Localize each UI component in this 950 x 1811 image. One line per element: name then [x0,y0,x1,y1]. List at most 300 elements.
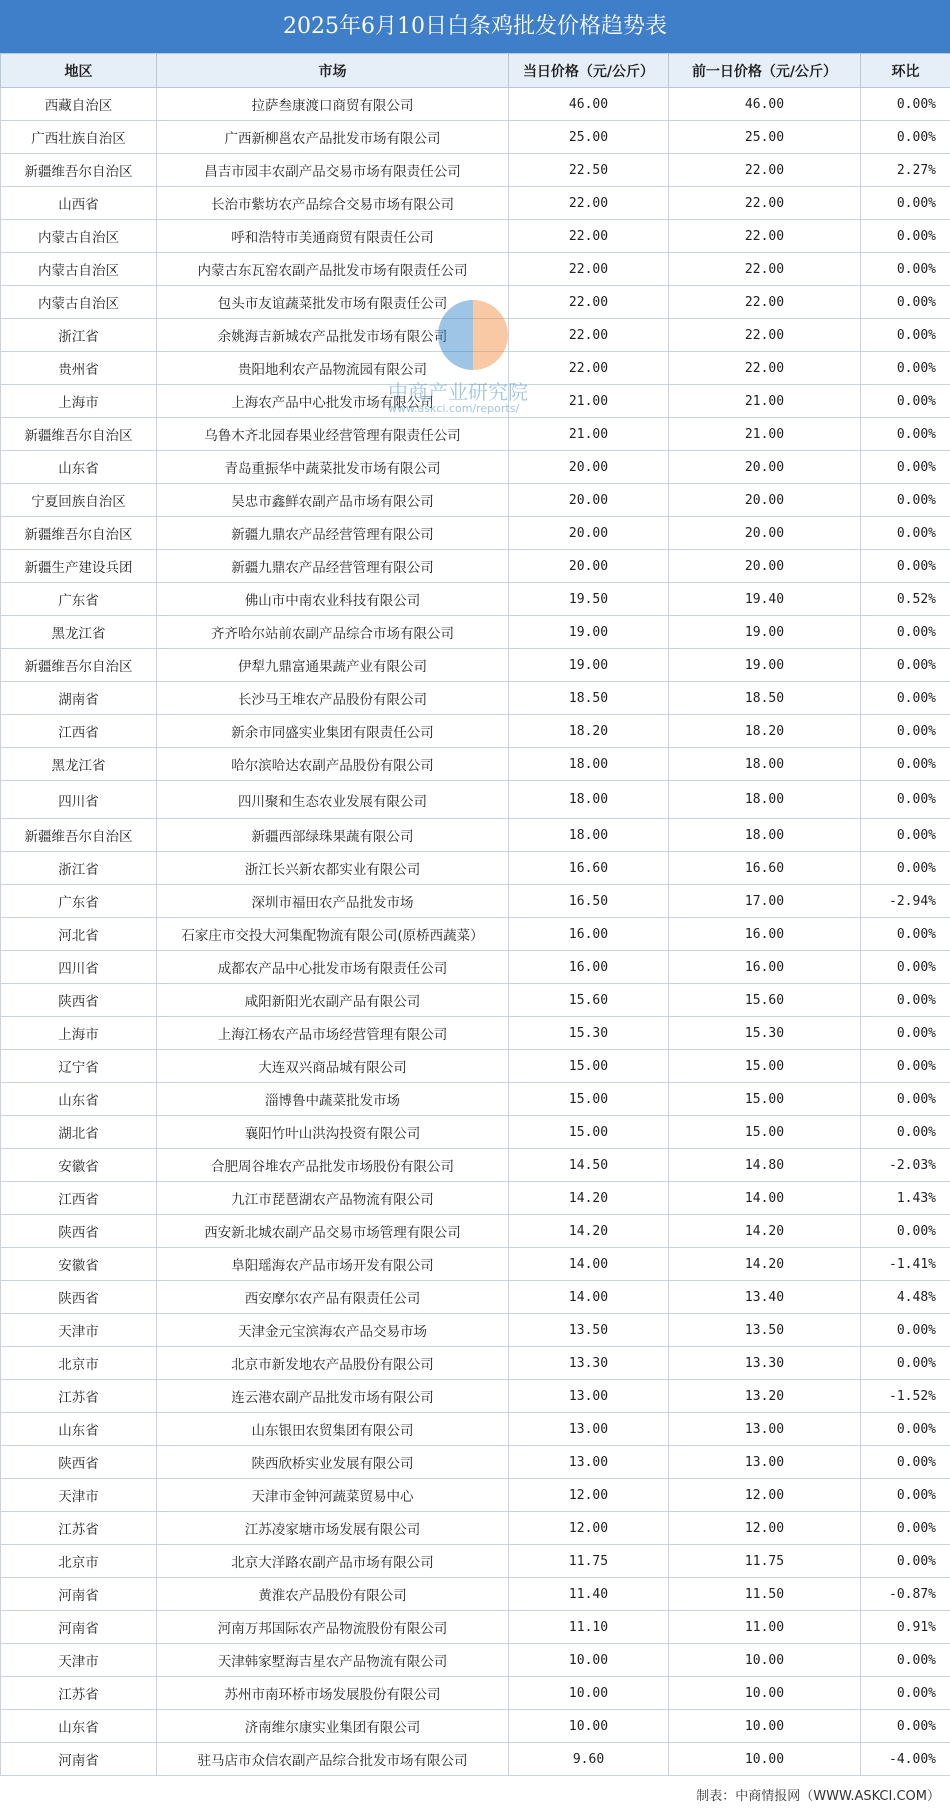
previous-price-cell: 10.00 [669,1710,861,1743]
market-cell: 伊犁九鼎富通果蔬产业有限公司 [157,649,509,682]
table-row [1,1413,950,1446]
today-price-cell: 22.00 [509,187,669,220]
today-price-cell: 13.30 [509,1347,669,1380]
previous-price-cell: 21.00 [669,385,861,418]
change-cell: 0.00% [861,385,950,418]
market-cell: 昌吉市园丰农副产品交易市场有限责任公司 [157,154,509,187]
table-row [1,1677,950,1710]
change-cell: 0.00% [861,918,950,951]
change-cell: 0.00% [861,88,950,121]
table-row [1,253,950,286]
change-cell: 0.00% [861,1710,950,1743]
table-row [1,352,950,385]
table-body [1,88,950,1776]
table-row [1,984,950,1017]
region-cell: 内蒙古自治区 [1,220,157,253]
table-row [1,1149,950,1182]
column-header-market: 市场 [157,54,509,88]
market-cell: 吴忠市鑫鲜农副产品市场有限公司 [157,484,509,517]
today-price-cell: 16.60 [509,852,669,885]
table-row [1,187,950,220]
region-cell: 四川省 [1,781,157,819]
change-cell: 0.00% [861,1479,950,1512]
today-price-cell: 18.00 [509,748,669,781]
region-cell: 陕西省 [1,984,157,1017]
change-cell: 0.00% [861,1083,950,1116]
table-row [1,918,950,951]
previous-price-cell: 15.00 [669,1083,861,1116]
previous-price-cell: 14.80 [669,1149,861,1182]
today-price-cell: 10.00 [509,1710,669,1743]
previous-price-cell: 18.20 [669,715,861,748]
change-cell: -1.52% [861,1380,950,1413]
change-cell: 0.00% [861,1347,950,1380]
change-cell: 0.00% [861,1545,950,1578]
market-cell: 内蒙古东瓦窑农副产品批发市场有限责任公司 [157,253,509,286]
change-cell: 0.00% [861,1050,950,1083]
table-row [1,1215,950,1248]
today-price-cell: 20.00 [509,517,669,550]
region-cell: 山东省 [1,451,157,484]
previous-price-cell: 22.00 [669,286,861,319]
region-cell: 新疆维吾尔自治区 [1,517,157,550]
today-price-cell: 14.20 [509,1215,669,1248]
market-cell: 大连双兴商品城有限公司 [157,1050,509,1083]
table-row [1,550,950,583]
region-cell: 江西省 [1,1182,157,1215]
region-cell: 黑龙江省 [1,748,157,781]
today-price-cell: 22.50 [509,154,669,187]
table-row [1,649,950,682]
previous-price-cell: 13.20 [669,1380,861,1413]
region-cell: 内蒙古自治区 [1,253,157,286]
today-price-cell: 15.30 [509,1017,669,1050]
region-cell: 河南省 [1,1578,157,1611]
today-price-cell: 20.00 [509,451,669,484]
change-cell: 0.00% [861,1644,950,1677]
region-cell: 安徽省 [1,1149,157,1182]
previous-price-cell: 18.00 [669,819,861,852]
region-cell: 上海市 [1,385,157,418]
table-row [1,1578,950,1611]
table-row [1,583,950,616]
market-cell: 咸阳新阳光农副产品有限公司 [157,984,509,1017]
table-row [1,748,950,781]
today-price-cell: 22.00 [509,253,669,286]
table-row [1,781,950,819]
previous-price-cell: 13.00 [669,1413,861,1446]
table-row [1,616,950,649]
previous-price-cell: 16.60 [669,852,861,885]
market-cell: 北京市新发地农产品股份有限公司 [157,1347,509,1380]
market-cell: 拉萨叁康渡口商贸有限公司 [157,88,509,121]
market-cell: 佛山市中南农业科技有限公司 [157,583,509,616]
change-cell: 0.00% [861,682,950,715]
region-cell: 广西壮族自治区 [1,121,157,154]
region-cell: 北京市 [1,1347,157,1380]
previous-price-cell: 12.00 [669,1479,861,1512]
market-cell: 阜阳瑶海农产品市场开发有限公司 [157,1248,509,1281]
region-cell: 江西省 [1,715,157,748]
market-cell: 成都农产品中心批发市场有限责任公司 [157,951,509,984]
change-cell: 0.52% [861,583,950,616]
today-price-cell: 15.00 [509,1116,669,1149]
market-cell: 天津金元宝滨海农产品交易市场 [157,1314,509,1347]
region-cell: 新疆生产建设兵团 [1,550,157,583]
market-cell: 深圳市福田农产品批发市场 [157,885,509,918]
region-cell: 北京市 [1,1545,157,1578]
today-price-cell: 18.00 [509,819,669,852]
change-cell: 0.00% [861,951,950,984]
previous-price-cell: 15.00 [669,1050,861,1083]
column-header-change: 环比 [861,54,950,88]
today-price-cell: 11.10 [509,1611,669,1644]
watermark-name: 中商产业研究院 [388,380,528,404]
previous-price-cell: 22.00 [669,187,861,220]
region-cell: 山东省 [1,1083,157,1116]
change-cell: 0.00% [861,984,950,1017]
table-row [1,1347,950,1380]
previous-price-cell: 20.00 [669,550,861,583]
market-cell: 新疆九鼎农产品经营管理有限公司 [157,550,509,583]
region-cell: 陕西省 [1,1281,157,1314]
footer [0,1776,950,1811]
today-price-cell: 20.00 [509,550,669,583]
market-cell: 广西新柳邕农产品批发市场有限公司 [157,121,509,154]
today-price-cell: 13.00 [509,1380,669,1413]
table-row [1,1017,950,1050]
previous-price-cell: 17.00 [669,885,861,918]
change-cell: 0.00% [861,319,950,352]
region-cell: 新疆维吾尔自治区 [1,649,157,682]
change-cell: 0.00% [861,1413,950,1446]
region-cell: 陕西省 [1,1215,157,1248]
market-cell: 淄博鲁中蔬菜批发市场 [157,1083,509,1116]
previous-price-cell: 22.00 [669,352,861,385]
change-cell: 0.00% [861,451,950,484]
table-title: 2025年6月10日白条鸡批发价格趋势表 [0,0,950,53]
market-cell: 连云港农副产品批发市场有限公司 [157,1380,509,1413]
today-price-cell: 46.00 [509,88,669,121]
change-cell: 1.43% [861,1182,950,1215]
today-price-cell: 15.60 [509,984,669,1017]
change-cell: 0.00% [861,286,950,319]
region-cell: 山西省 [1,187,157,220]
previous-price-cell: 22.00 [669,319,861,352]
change-cell: 0.00% [861,121,950,154]
change-cell: 0.00% [861,187,950,220]
price-table [0,53,950,1776]
today-price-cell: 18.50 [509,682,669,715]
market-cell: 四川聚和生态农业发展有限公司 [157,781,509,819]
region-cell: 河南省 [1,1611,157,1644]
today-price-cell: 22.00 [509,286,669,319]
change-cell: 0.00% [861,1017,950,1050]
today-price-cell: 14.20 [509,1182,669,1215]
table-row [1,1611,950,1644]
region-cell: 四川省 [1,951,157,984]
region-cell: 广东省 [1,583,157,616]
region-cell: 安徽省 [1,1248,157,1281]
column-header-region: 地区 [1,54,157,88]
today-price-cell: 13.00 [509,1446,669,1479]
region-cell: 湖北省 [1,1116,157,1149]
region-cell: 内蒙古自治区 [1,286,157,319]
previous-price-cell: 12.00 [669,1512,861,1545]
today-price-cell: 18.20 [509,715,669,748]
change-cell: 0.00% [861,220,950,253]
change-cell: 0.00% [861,1116,950,1149]
region-cell: 山东省 [1,1710,157,1743]
region-cell: 辽宁省 [1,1050,157,1083]
table-row [1,121,950,154]
previous-price-cell: 13.50 [669,1314,861,1347]
today-price-cell: 13.00 [509,1413,669,1446]
change-cell: 0.91% [861,1611,950,1644]
previous-price-cell: 21.00 [669,418,861,451]
today-price-cell: 25.00 [509,121,669,154]
table-row [1,319,950,352]
change-cell: 4.48% [861,1281,950,1314]
table-row [1,1512,950,1545]
table-row [1,88,950,121]
today-price-cell: 22.00 [509,220,669,253]
region-cell: 浙江省 [1,319,157,352]
market-cell: 呼和浩特市美通商贸有限责任公司 [157,220,509,253]
change-cell: 0.00% [861,550,950,583]
table-row [1,286,950,319]
table-row [1,1050,950,1083]
change-cell: -1.41% [861,1248,950,1281]
market-cell: 北京大洋路农副产品市场有限公司 [157,1545,509,1578]
table-row [1,715,950,748]
region-cell: 山东省 [1,1413,157,1446]
previous-price-cell: 20.00 [669,517,861,550]
today-price-cell: 10.00 [509,1677,669,1710]
market-cell: 青岛重振华中蔬菜批发市场有限公司 [157,451,509,484]
change-cell: 0.00% [861,616,950,649]
table-row [1,1545,950,1578]
previous-price-cell: 14.20 [669,1215,861,1248]
table-row [1,1644,950,1677]
region-cell: 陕西省 [1,1446,157,1479]
previous-price-cell: 13.40 [669,1281,861,1314]
region-cell: 广东省 [1,885,157,918]
table-row [1,484,950,517]
today-price-cell: 10.00 [509,1644,669,1677]
previous-price-cell: 16.00 [669,918,861,951]
previous-price-cell: 10.00 [669,1677,861,1710]
change-cell: 0.00% [861,352,950,385]
market-cell: 新疆九鼎农产品经营管理有限公司 [157,517,509,550]
table-row [1,1710,950,1743]
change-cell: 0.00% [861,781,950,819]
market-cell: 哈尔滨哈达农副产品股份有限公司 [157,748,509,781]
region-cell: 宁夏回族自治区 [1,484,157,517]
market-cell: 长治市紫坊农产品综合交易市场有限公司 [157,187,509,220]
today-price-cell: 19.00 [509,649,669,682]
today-price-cell: 18.00 [509,781,669,819]
table-row [1,1083,950,1116]
table-row [1,819,950,852]
table-row [1,951,950,984]
change-cell: 0.00% [861,1215,950,1248]
table-row [1,385,950,418]
change-cell: 0.00% [861,484,950,517]
market-cell: 襄阳竹叶山洪沟投资有限公司 [157,1116,509,1149]
change-cell: -2.94% [861,885,950,918]
table-row [1,418,950,451]
market-cell: 合肥周谷堆农产品批发市场股份有限公司 [157,1149,509,1182]
change-cell: 0.00% [861,1314,950,1347]
region-cell: 西藏自治区 [1,88,157,121]
column-header-today-price: 当日价格（元/公斤） [509,54,669,88]
market-cell: 江苏凌家塘市场发展有限公司 [157,1512,509,1545]
today-price-cell: 11.75 [509,1545,669,1578]
region-cell: 天津市 [1,1644,157,1677]
market-cell: 齐齐哈尔站前农副产品综合市场有限公司 [157,616,509,649]
table-row [1,682,950,715]
today-price-cell: 16.50 [509,885,669,918]
previous-price-cell: 18.00 [669,748,861,781]
market-cell: 西安摩尔农产品有限责任公司 [157,1281,509,1314]
previous-price-cell: 18.50 [669,682,861,715]
today-price-cell: 11.40 [509,1578,669,1611]
region-cell: 天津市 [1,1479,157,1512]
today-price-cell: 14.00 [509,1281,669,1314]
previous-price-cell: 19.00 [669,649,861,682]
market-cell: 天津市金钟河蔬菜贸易中心 [157,1479,509,1512]
today-price-cell: 19.50 [509,583,669,616]
column-header-previous-price: 前一日价格（元/公斤） [669,54,861,88]
market-cell: 余姚海吉新城农产品批发市场有限公司 [157,319,509,352]
previous-price-cell: 18.00 [669,781,861,819]
market-cell: 河南万邦国际农产品物流股份有限公司 [157,1611,509,1644]
change-cell: -4.00% [861,1743,950,1776]
today-price-cell: 9.60 [509,1743,669,1776]
previous-price-cell: 15.00 [669,1116,861,1149]
previous-price-cell: 20.00 [669,451,861,484]
region-cell: 天津市 [1,1314,157,1347]
market-cell: 济南维尔康实业集团有限公司 [157,1710,509,1743]
table-row [1,1248,950,1281]
change-cell: 0.00% [861,715,950,748]
table-row [1,1446,950,1479]
previous-price-cell: 46.00 [669,88,861,121]
market-cell: 长沙马王堆农产品股份有限公司 [157,682,509,715]
today-price-cell: 14.50 [509,1149,669,1182]
region-cell: 贵州省 [1,352,157,385]
table-row [1,517,950,550]
region-cell: 黑龙江省 [1,616,157,649]
region-cell: 新疆维吾尔自治区 [1,418,157,451]
market-cell: 包头市友谊蔬菜批发市场有限责任公司 [157,286,509,319]
previous-price-cell: 14.00 [669,1182,861,1215]
market-cell: 新余市同盛实业集团有限责任公司 [157,715,509,748]
change-cell: 0.00% [861,748,950,781]
today-price-cell: 19.00 [509,616,669,649]
region-cell: 河北省 [1,918,157,951]
change-cell: 0.00% [861,418,950,451]
today-price-cell: 15.00 [509,1050,669,1083]
table-row [1,1479,950,1512]
table-row [1,1182,950,1215]
market-cell: 乌鲁木齐北园春果业经营管理有限责任公司 [157,418,509,451]
table-row [1,1116,950,1149]
region-cell: 新疆维吾尔自治区 [1,819,157,852]
change-cell: 0.00% [861,1677,950,1710]
table-row [1,1281,950,1314]
region-cell: 湖南省 [1,682,157,715]
region-cell: 江苏省 [1,1677,157,1710]
previous-price-cell: 25.00 [669,121,861,154]
market-cell: 上海农产品中心批发市场有限公司 [157,385,509,418]
today-price-cell: 16.00 [509,918,669,951]
market-cell: 陕西欣桥实业发展有限公司 [157,1446,509,1479]
today-price-cell: 20.00 [509,484,669,517]
today-price-cell: 22.00 [509,352,669,385]
today-price-cell: 12.00 [509,1479,669,1512]
market-cell: 山东银田农贸集团有限公司 [157,1413,509,1446]
market-cell: 西安新北城农副产品交易市场管理有限公司 [157,1215,509,1248]
table-row [1,852,950,885]
market-cell: 石家庄市交投大河集配物流有限公司(原桥西蔬菜） [157,918,509,951]
change-cell: 0.00% [861,819,950,852]
change-cell: 0.00% [861,852,950,885]
market-cell: 驻马店市众信农副产品综合批发市场有限公司 [157,1743,509,1776]
change-cell: 0.00% [861,1446,950,1479]
today-price-cell: 13.50 [509,1314,669,1347]
market-cell: 贵阳地利农产品物流园有限公司 [157,352,509,385]
change-cell: 0.00% [861,649,950,682]
market-cell: 九江市琵琶湖农产品物流有限公司 [157,1182,509,1215]
region-cell: 上海市 [1,1017,157,1050]
previous-price-cell: 22.00 [669,154,861,187]
previous-price-cell: 11.75 [669,1545,861,1578]
today-price-cell: 21.00 [509,418,669,451]
previous-price-cell: 15.30 [669,1017,861,1050]
previous-price-cell: 11.00 [669,1611,861,1644]
previous-price-cell: 10.00 [669,1644,861,1677]
today-price-cell: 12.00 [509,1512,669,1545]
today-price-cell: 14.00 [509,1248,669,1281]
previous-price-cell: 20.00 [669,484,861,517]
previous-price-cell: 22.00 [669,220,861,253]
previous-price-cell: 16.00 [669,951,861,984]
change-cell: 0.00% [861,253,950,286]
table-row [1,1743,950,1776]
table-row [1,1314,950,1347]
watermark-url: www.askci.com/reports/ [388,402,520,415]
change-cell: 2.27% [861,154,950,187]
previous-price-cell: 13.00 [669,1446,861,1479]
region-cell: 河南省 [1,1743,157,1776]
change-cell: -2.03% [861,1149,950,1182]
previous-price-cell: 10.00 [669,1743,861,1776]
previous-price-cell: 14.20 [669,1248,861,1281]
today-price-cell: 15.00 [509,1083,669,1116]
previous-price-cell: 19.40 [669,583,861,616]
market-cell: 黄淮农产品股份有限公司 [157,1578,509,1611]
change-cell: 0.00% [861,517,950,550]
region-cell: 江苏省 [1,1380,157,1413]
market-cell: 上海江杨农产品市场经营管理有限公司 [157,1017,509,1050]
table-row [1,154,950,187]
previous-price-cell: 22.00 [669,253,861,286]
previous-price-cell: 15.60 [669,984,861,1017]
change-cell: 0.00% [861,1512,950,1545]
today-price-cell: 21.00 [509,385,669,418]
